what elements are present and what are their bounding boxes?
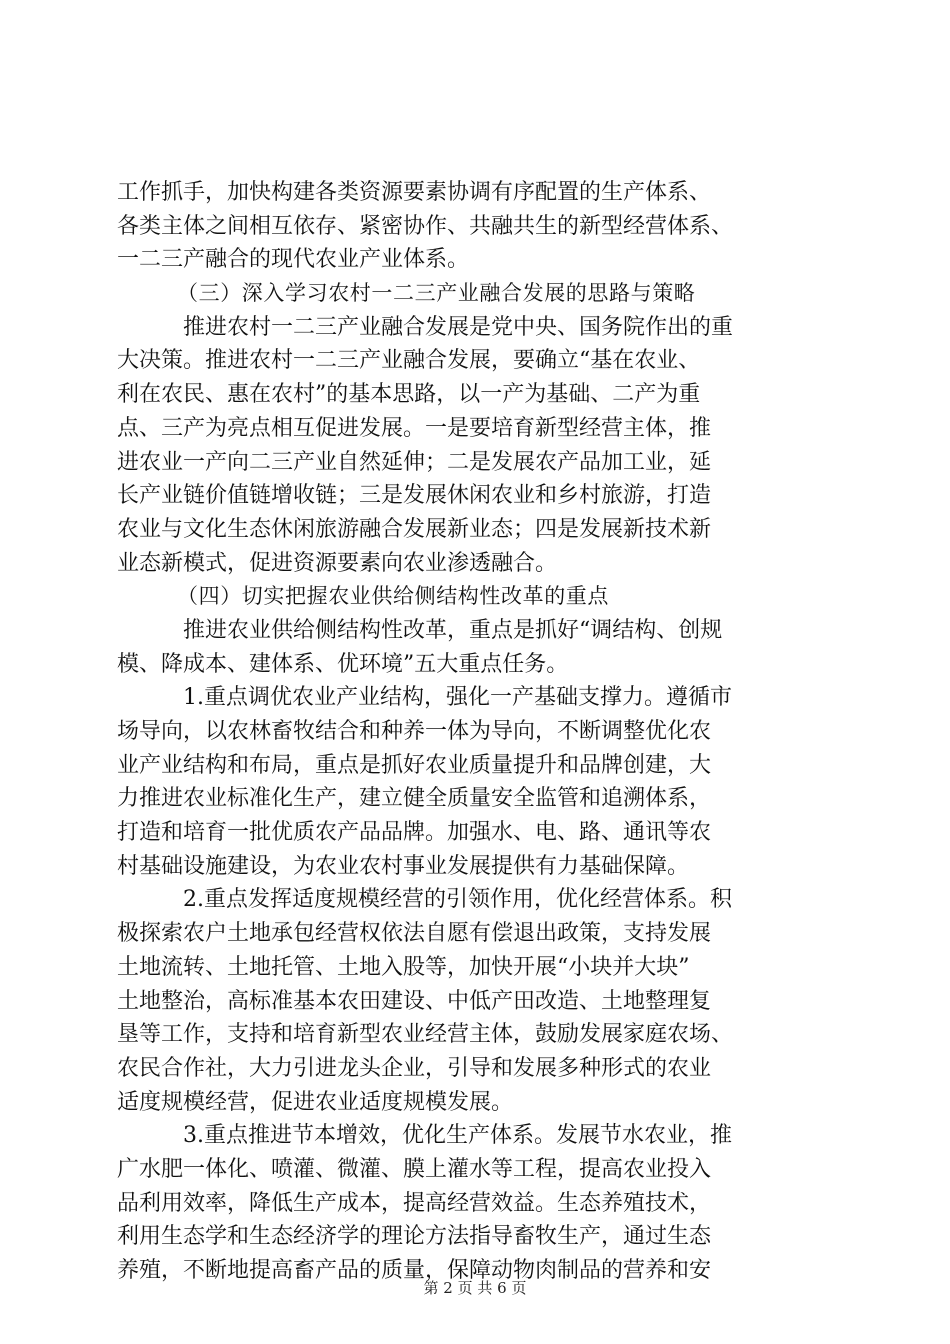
text-line: 3.重点推进节本增效，优化生产体系。发展节水农业，推 [183,1123,732,1149]
text-line: 村基础设施建设，为农业农村事业发展提供有力基础保障。 [117,853,690,879]
text-line: 利在农民、惠在农村”的基本思路，以一产为基础、二产为重 [117,382,701,408]
text-line: 广水肥一体化、喷灌、微灌、膜上灌水等工程，提高农业投入 [117,1156,712,1182]
text-line: 利用生态学和生态经济学的理论方法指导畜牧生产，通过生态 [117,1224,712,1250]
document-body [117,176,837,1288]
text-line: 推进农村一二三产业融合发展是党中央、国务院作出的重 [183,314,734,340]
text-line: 土地流转、土地托管、土地入股等，加快开展“小块并大块” [117,954,690,980]
text-line: 土地整治，高标准基本农田建设、中低产田改造、土地整理复 [117,988,712,1014]
text-line: 农民合作社，大力引进龙头企业，引导和发展多种形式的农业 [117,1055,712,1081]
text-line: 适度规模经营，促进农业适度规模发展。 [117,1089,514,1115]
text-line: 模、降成本、建体系、优环境”五大重点任务。 [117,651,569,677]
text-line: 业态新模式，促进资源要素向农业渗透融合。 [117,550,558,576]
text-line: 2.重点发挥适度规模经营的引领作用，优化经营体系。积 [183,887,732,913]
text-line: 各类主体之间相互依存、紧密协作、共融共生的新型经营体系、 [117,213,734,239]
text-line: 进农业一产向二三产业自然延伸；二是发展农产品加工业，延 [117,449,712,475]
text-line: 力推进农业标准化生产，建立健全质量安全监管和追溯体系， [117,786,712,812]
text-line: 极探索农户土地承包经营权依法自愿有偿退出政策，支持发展 [117,921,712,947]
text-line: 长产业链价值链增收链；三是发展休闲农业和乡村旅游，打造 [117,483,712,509]
text-line: 农业与文化生态休闲旅游融合发展新业态；四是发展新技术新 [117,516,712,542]
text-line: 1.重点调优农业产业结构，强化一产基础支撑力。遵循市 [183,685,732,711]
text-line: 大决策。推进农村一二三产业融合发展，要确立“基在农业、 [117,348,701,374]
text-line: 打造和培育一批优质农产品品牌。加强水、电、路、通讯等农 [117,820,712,846]
text-line: 推进农业供给侧结构性改革，重点是抓好“调结构、创规 [183,617,723,643]
text-line: 场导向，以农林畜牧结合和种养一体为导向，不断调整优化农 [117,719,712,744]
text-line: 品利用效率，降低生产成本，提高经营效益。生态养殖技术， [117,1190,712,1216]
text-line: 一二三产融合的现代农业产业体系。 [117,247,470,273]
text-line: 业产业结构和布局，重点是抓好农业质量提升和品牌创建，大 [117,752,712,778]
section-heading: （三）深入学习农村一二三产业融合发展的思路与策略 [177,281,696,306]
page-footer: 第 2 页 共 6 页 [423,1279,527,1297]
section-heading: （四）切实把握农业供给侧结构性改革的重点 [177,584,609,609]
text-line: 工作抓手，加快构建各类资源要素协调有序配置的生产体系、 [117,180,712,205]
text-line: 垦等工作，支持和培育新型农业经营主体，鼓励发展家庭农场、 [117,1022,734,1048]
text-line: 点、三产为亮点相互促进发展。一是要培育新型经营主体，推 [117,415,712,441]
text-line: 养殖，不断地提高畜产品的质量，保障动物肉制品的营养和安 [117,1258,712,1283]
